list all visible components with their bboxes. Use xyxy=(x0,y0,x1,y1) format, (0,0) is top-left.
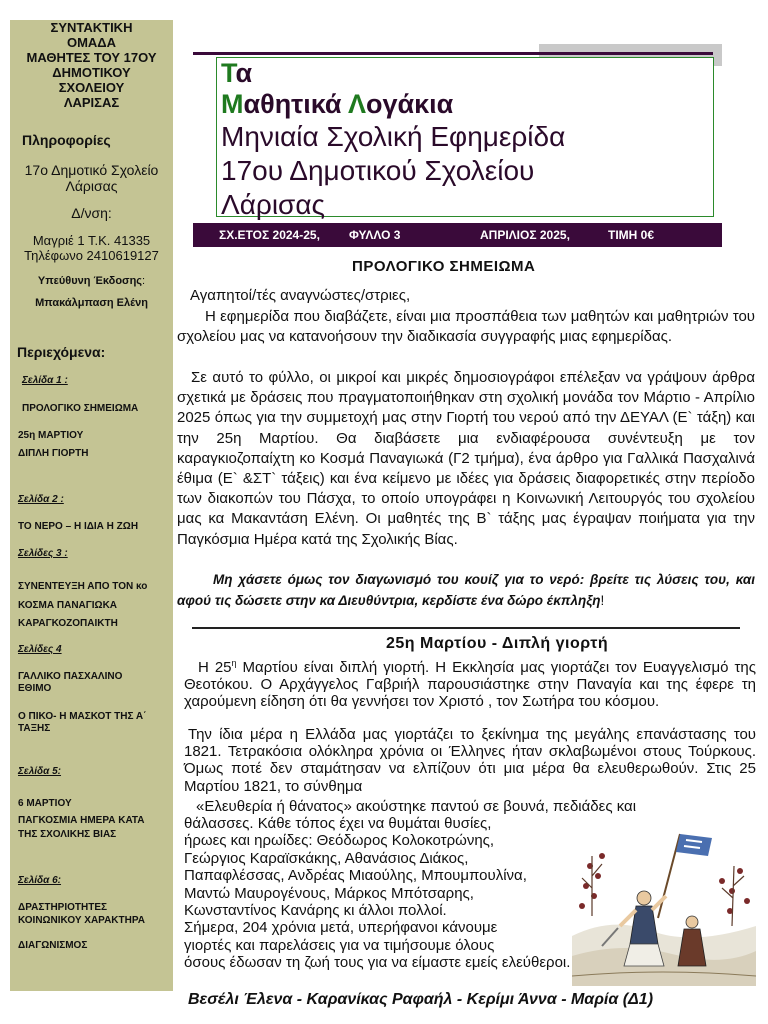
article-paragraph-2: Την ίδια μέρα η Ελλάδα μας γιορτάζει το ξεκίνημα της μεγάλης επανάστασης του 1821. Τετρακόσια ολόκληρα χρόνια οι Έλληνες ήταν σκλαβωμένοι στους Τούρκους. Όμως ποτέ δεν σταμάτησαν να ελπίζουν ότι μια μέρα θα ελευθερωθούν. Στις 25 Μαρτίου 1821, το σύνθημα xyxy=(184,726,756,795)
phone: Τηλέφωνο 2410619127 xyxy=(24,248,159,263)
toc-item: ΤΟ ΝΕΡΟ – Η ΙΔΙΑ Η ΖΩΗ xyxy=(18,521,139,532)
editorial-heading: ΠΡΟΛΟΓΙΚΟ ΣΗΜΕΙΩΜΑ xyxy=(352,258,536,275)
toc-item: ΕΘΙΜΟ xyxy=(18,683,52,694)
editorial-paragraph-1: Η εφημερίδα που διαβάζετε, είναι μια προσπάθεια των μαθητών και μαθητριών του σχολείου μας να κατανοήσουν την διαδικασία συγγραφής μιας εφημερίδας. xyxy=(177,308,755,346)
quiz-callout: Μη χάσετε όμως τον διαγωνισμό του κουίζ για το νερό: βρείτε τις λύσεις του, και αφού τις δώσετε στην κα Διευθύντρια, κερδίστε ένα δώρο έκπληξη! xyxy=(177,572,755,608)
toc-item: ΣΥΝΕΝΤΕΥΞΗ ΑΠΟ ΤΟΝ κο xyxy=(18,581,148,592)
title-line-2: Μαθητικά Λογάκια xyxy=(221,89,454,119)
toc-item: ΤΑΞΗΣ xyxy=(18,723,51,734)
price: ΤΙΜΗ 0€ xyxy=(608,228,655,242)
toc-item: ΔΙΠΛΗ ΓΙΟΡΤΗ xyxy=(18,448,89,459)
toc-item: Ο ΠΙΚΟ- Η ΜΑΣΚΟΤ ΤΗΣ Α΄ xyxy=(18,711,147,722)
issue-date: ΑΠΡΙΛΙΟΣ 2025, xyxy=(480,228,570,242)
editor-name: Μπακάλμπαση Ελένη xyxy=(35,297,148,309)
toc-page-1: Σελίδα 1 : xyxy=(22,375,68,386)
subtitle-line-1: Μηνιαία Σχολική Εφημερίδα xyxy=(221,121,566,152)
sheet-number: ΦΥΛΛΟ 3 xyxy=(349,228,401,242)
article-authors: Βεσέλι Έλενα - Καρανίκας Ραφαήλ - Κερίμι Άννα - Μαρία (Δ1) xyxy=(188,991,654,1008)
toc-item: ΓΑΛΛΙΚΟ ΠΑΣΧΑΛΙΝΟ xyxy=(18,671,123,682)
toc-item: ΚΟΣΜΑ ΠΑΝΑΓΙΩΚΑ xyxy=(18,600,118,611)
sidebar xyxy=(10,20,173,991)
contents-title: Περιεχόμενα: xyxy=(17,344,106,360)
editorial-team: ΣΥΝΤΑΚΤΙΚΗ ΟΜΑΔΑ ΜΑΘΗΤΕΣ ΤΟΥ 17ΟΥ ΔΗΜΟΤΙΚΟΥ ΣΧΟΛΕΙΟΥ ΛΑΡΙΣΑΣ xyxy=(26,20,157,110)
toc-item: ΠΑΓΚΟΣΜΙΑ ΗΜΕΡΑ ΚΑΤΑ xyxy=(18,815,145,826)
editor-label: Υπεύθυνη Έκδοσης: xyxy=(37,275,146,287)
subtitle-line-3: Λάρισας xyxy=(221,189,326,220)
toc-page-3: Σελίδες 3 : xyxy=(18,548,68,559)
toc-item: 6 ΜΑΡΤΙΟΥ xyxy=(18,798,72,809)
article-paragraph-1: Η $25^\eta$ Μαρτίου είναι διπλή γιορτή. Η Εκκλησία μας γιορτάζει τον Ευαγγελισμό της Θεοτόκου. Ο Αρχάγγελος Γαβριήλ παρουσιάστηκε στην Παναγία και της έφερε τη χαρούμενη είδηση ότι θα γεννήσει τον Χριστό , τον Σωτήρα του κόσμου. xyxy=(184,658,756,711)
title-line-1: Τα xyxy=(221,58,253,88)
toc-page-2: Σελίδα 2 : xyxy=(18,494,64,505)
address: Μαγριέ 1 Τ.Κ. 41335 xyxy=(32,233,151,248)
toc-page-4: Σελίδες 4 xyxy=(18,644,62,655)
toc-item: ΚΟΙΝΩΝΙΚΟΥ ΧΑΡΑΚΤΗΡΑ xyxy=(18,915,146,926)
toc-item: ΤΗΣ ΣΧΟΛΙΚΗΣ ΒΙΑΣ xyxy=(18,829,117,840)
revolution-illustration xyxy=(572,826,756,986)
toc-page-5: Σελίδα 5: xyxy=(18,766,62,777)
school-name: 17ο Δημοτικό Σχολείο Λάρισας xyxy=(24,162,159,194)
toc-item: ΠΡΟΛΟΓΙΚΟ ΣΗΜΕΙΩΜΑ xyxy=(22,403,139,414)
toc-item: ΔΙΑΓΩΝΙΣΜΟΣ xyxy=(18,940,88,951)
article-heading: 25η Μαρτίου - Διπλή γιορτή xyxy=(386,635,609,652)
info-title: Πληροφορίες xyxy=(22,132,111,148)
toc-item: 25η ΜΑΡΤΙΟΥ xyxy=(18,430,84,441)
school-year: ΣΧ.ΕΤΟΣ 2024-25, xyxy=(219,228,320,242)
article-heroes-text: θάλασσες. Κάθε τόπος έχει να θυμάται θυσίες, ήρωες και ηρωίδες: Θεόδωρος Κολοκοτρώνης, Γεώργιος Καραϊσκάκης, Αθανάσιος Διάκος, Παπαφλέσσας, Ανδρέας Μιαούλης, Μπουμπουλίνα, Μαντώ Μαυρογένους, Μάρκος Μπότσαρης, Κωνσταντίνος Κανάρης κι άλλοι πολλοί. Σήμερα, 204 χρόνια μετά, υπερήφανοι κάνουμε γιορτές και παρελάσεις για να τιμήσουμε όλους όσους έδωσαν τη ζωή τους για να είμαστε εμείς ελεύθεροι. xyxy=(184,815,571,972)
article-paragraph-3: «Ελευθερία ή θάνατος» ακούστηκε παντού σε βουνά, πεδιάδες και xyxy=(196,798,637,815)
issue-bar xyxy=(193,223,722,247)
subtitle-line-2: 17ου Δημοτικού Σχολείου xyxy=(221,155,535,186)
section-divider xyxy=(192,627,740,629)
top-divider xyxy=(193,52,713,55)
editorial-paragraph-2: Σε αυτό το φύλλο, οι μικροί και μικρές δημοσιογράφοι επέλεξαν να γράψουν άρθρα σχετικά με δράσεις που πραγματοποιήθηκαν στη σχολική μονάδα τον Μάρτιο - Απρίλιο 2025 όπως για την συμμετοχή μας στην Γιορτή του νερού από την ΔΕΥΑΛ (Ε` τάξη) και την 25η Μαρτίου. Θα διαβάσετε μια ενδιαφέρουσα συνέντευξη με τον καραγκιοζοπαίχτη κο Κοσμά Παναγιωκά (Γ2 τμήμα), ένα άρθρο για Γαλλικά Πασχαλινά έθιμα (Ε` &ΣΤ` τάξεις) και ένα κείμενο με ιδέες για δράσεις διαφορετικές στην περίοδο των διακοπών του Πάσχα, το οποίο υπογράφει η Κοινωνική Λειτουργός του σχολείου μας κα Μακαντάση Ελένη. Οι μαθητές της Β` τάξης μας έγραψαν ποιήματα για την Παγκόσμια Ημέρα κατά της Σχολικής Βίας. xyxy=(177,369,755,548)
director-label: Δ/νση: xyxy=(71,205,112,221)
toc-item: ΚΑΡΑΓΚΟΖΟΠΑΙΚΤΗ xyxy=(18,618,118,629)
address-block xyxy=(10,233,173,263)
toc-item: ΔΡΑΣΤΗΡΙΟΤΗΤΕΣ xyxy=(18,902,108,913)
editorial-salutation: Αγαπητοί/τές αναγνώστες/στριες, xyxy=(190,287,411,304)
masthead-title-box xyxy=(216,57,714,220)
toc-page-6: Σελίδα 6: xyxy=(18,875,62,886)
